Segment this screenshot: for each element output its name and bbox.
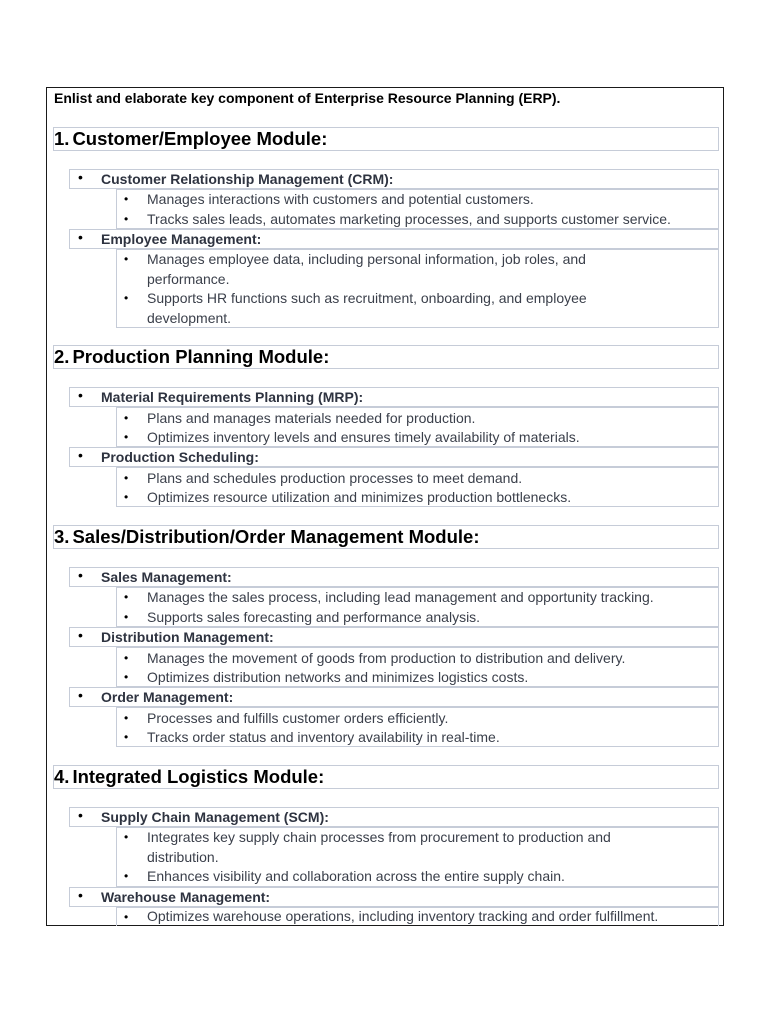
detail-line: Plans and manages materials needed for production. [147,410,476,426]
detail-line: Manages the movement of goods from production to distribution and delivery. [147,650,626,666]
bullet-icon: • [124,252,129,266]
bullet-icon: • [124,471,129,485]
bullet-icon: • [124,869,129,883]
question-text: Enlist and elaborate key component of Enterprise Resource Planning (ERP). [54,90,561,106]
bullet-icon: • [124,711,129,725]
detail-line: Manages the sales process, including lead management and opportunity tracking. [147,589,654,605]
detail-line: Optimizes resource utilization and minimizes production bottlenecks. [147,489,572,505]
detail-line: distribution. [147,849,219,865]
detail-line: Plans and schedules production processes to meet demand. [147,470,523,486]
sub-label-warehouse: Warehouse Management: [101,889,271,905]
detail-line: Tracks order status and inventory availability in real-time. [147,729,500,745]
detail-line: development. [147,310,232,326]
section-3-number: 3. [54,526,70,547]
bullet-icon: • [124,830,129,844]
detail-line: Optimizes distribution networks and minimizes logistics costs. [147,669,529,685]
detail-line: Supports HR functions such as recruitment, onboarding, and employee [147,290,587,306]
detail-line: Optimizes warehouse operations, including inventory tracking and order fulfillment. [147,908,659,924]
bullet-icon: • [124,291,129,305]
bullet-icon: • [124,490,129,504]
detail-line: Processes and fulfills customer orders efficiently. [147,710,449,726]
bullet-icon: • [78,567,83,583]
detail-line: Optimizes inventory levels and ensures timely availability of materials. [147,429,580,445]
detail-line: Manages interactions with customers and potential customers. [147,191,534,207]
bullet-icon: • [124,430,129,444]
section-4-number: 4. [54,766,70,787]
sub-label-production-scheduling: Production Scheduling: [101,449,259,465]
section-3-title: Sales/Distribution/Order Management Module: [72,526,480,547]
bullet-icon: • [78,447,83,463]
bullet-icon: • [124,651,129,665]
bullet-icon: • [124,610,129,624]
bullet-icon: • [78,229,83,245]
bullet-icon: • [78,387,83,403]
section-1-heading [54,128,330,150]
section-1-title: Customer/Employee Module: [72,128,328,149]
bullet-icon: • [78,887,83,903]
section-2-number: 2. [54,346,70,367]
detail-line: Integrates key supply chain processes from procurement to production and [147,829,611,845]
bullet-icon: • [124,590,129,604]
section-2-title: Production Planning Module: [72,346,330,367]
bullet-icon: • [124,910,129,924]
bullet-icon: • [124,670,129,684]
sub-label-scm: Supply Chain Management (SCM): [101,809,329,825]
bullet-icon: • [124,730,129,744]
detail-line: performance. [147,271,230,287]
bullet-icon: • [78,687,83,703]
detail-line: Tracks sales leads, automates marketing processes, and supports customer service. [147,211,671,227]
bullet-icon: • [124,411,129,425]
section-2-heading [54,346,332,368]
bullet-icon: • [78,807,83,823]
detail-line: Manages employee data, including personal information, job roles, and [147,251,586,267]
sub-label-mrp: Material Requirements Planning (MRP): [101,389,364,405]
section-4-heading [54,766,327,788]
sub-label-sales: Sales Management: [101,569,232,585]
detail-line: Supports sales forecasting and performance analysis. [147,609,481,625]
section-1-number: 1. [54,128,70,149]
section-3-heading [54,526,483,548]
detail-line: Enhances visibility and collaboration across the entire supply chain. [147,868,565,884]
bullet-icon: • [124,212,129,226]
bullet-icon: • [124,192,129,206]
bullet-icon: • [78,627,83,643]
section-4-title: Integrated Logistics Module: [72,766,325,787]
sub-label-employee: Employee Management: [101,231,262,247]
bullet-icon: • [78,169,83,185]
sub-label-crm: Customer Relationship Management (CRM): [101,171,394,187]
sub-label-order: Order Management: [101,689,234,705]
sub-label-distribution: Distribution Management: [101,629,274,645]
